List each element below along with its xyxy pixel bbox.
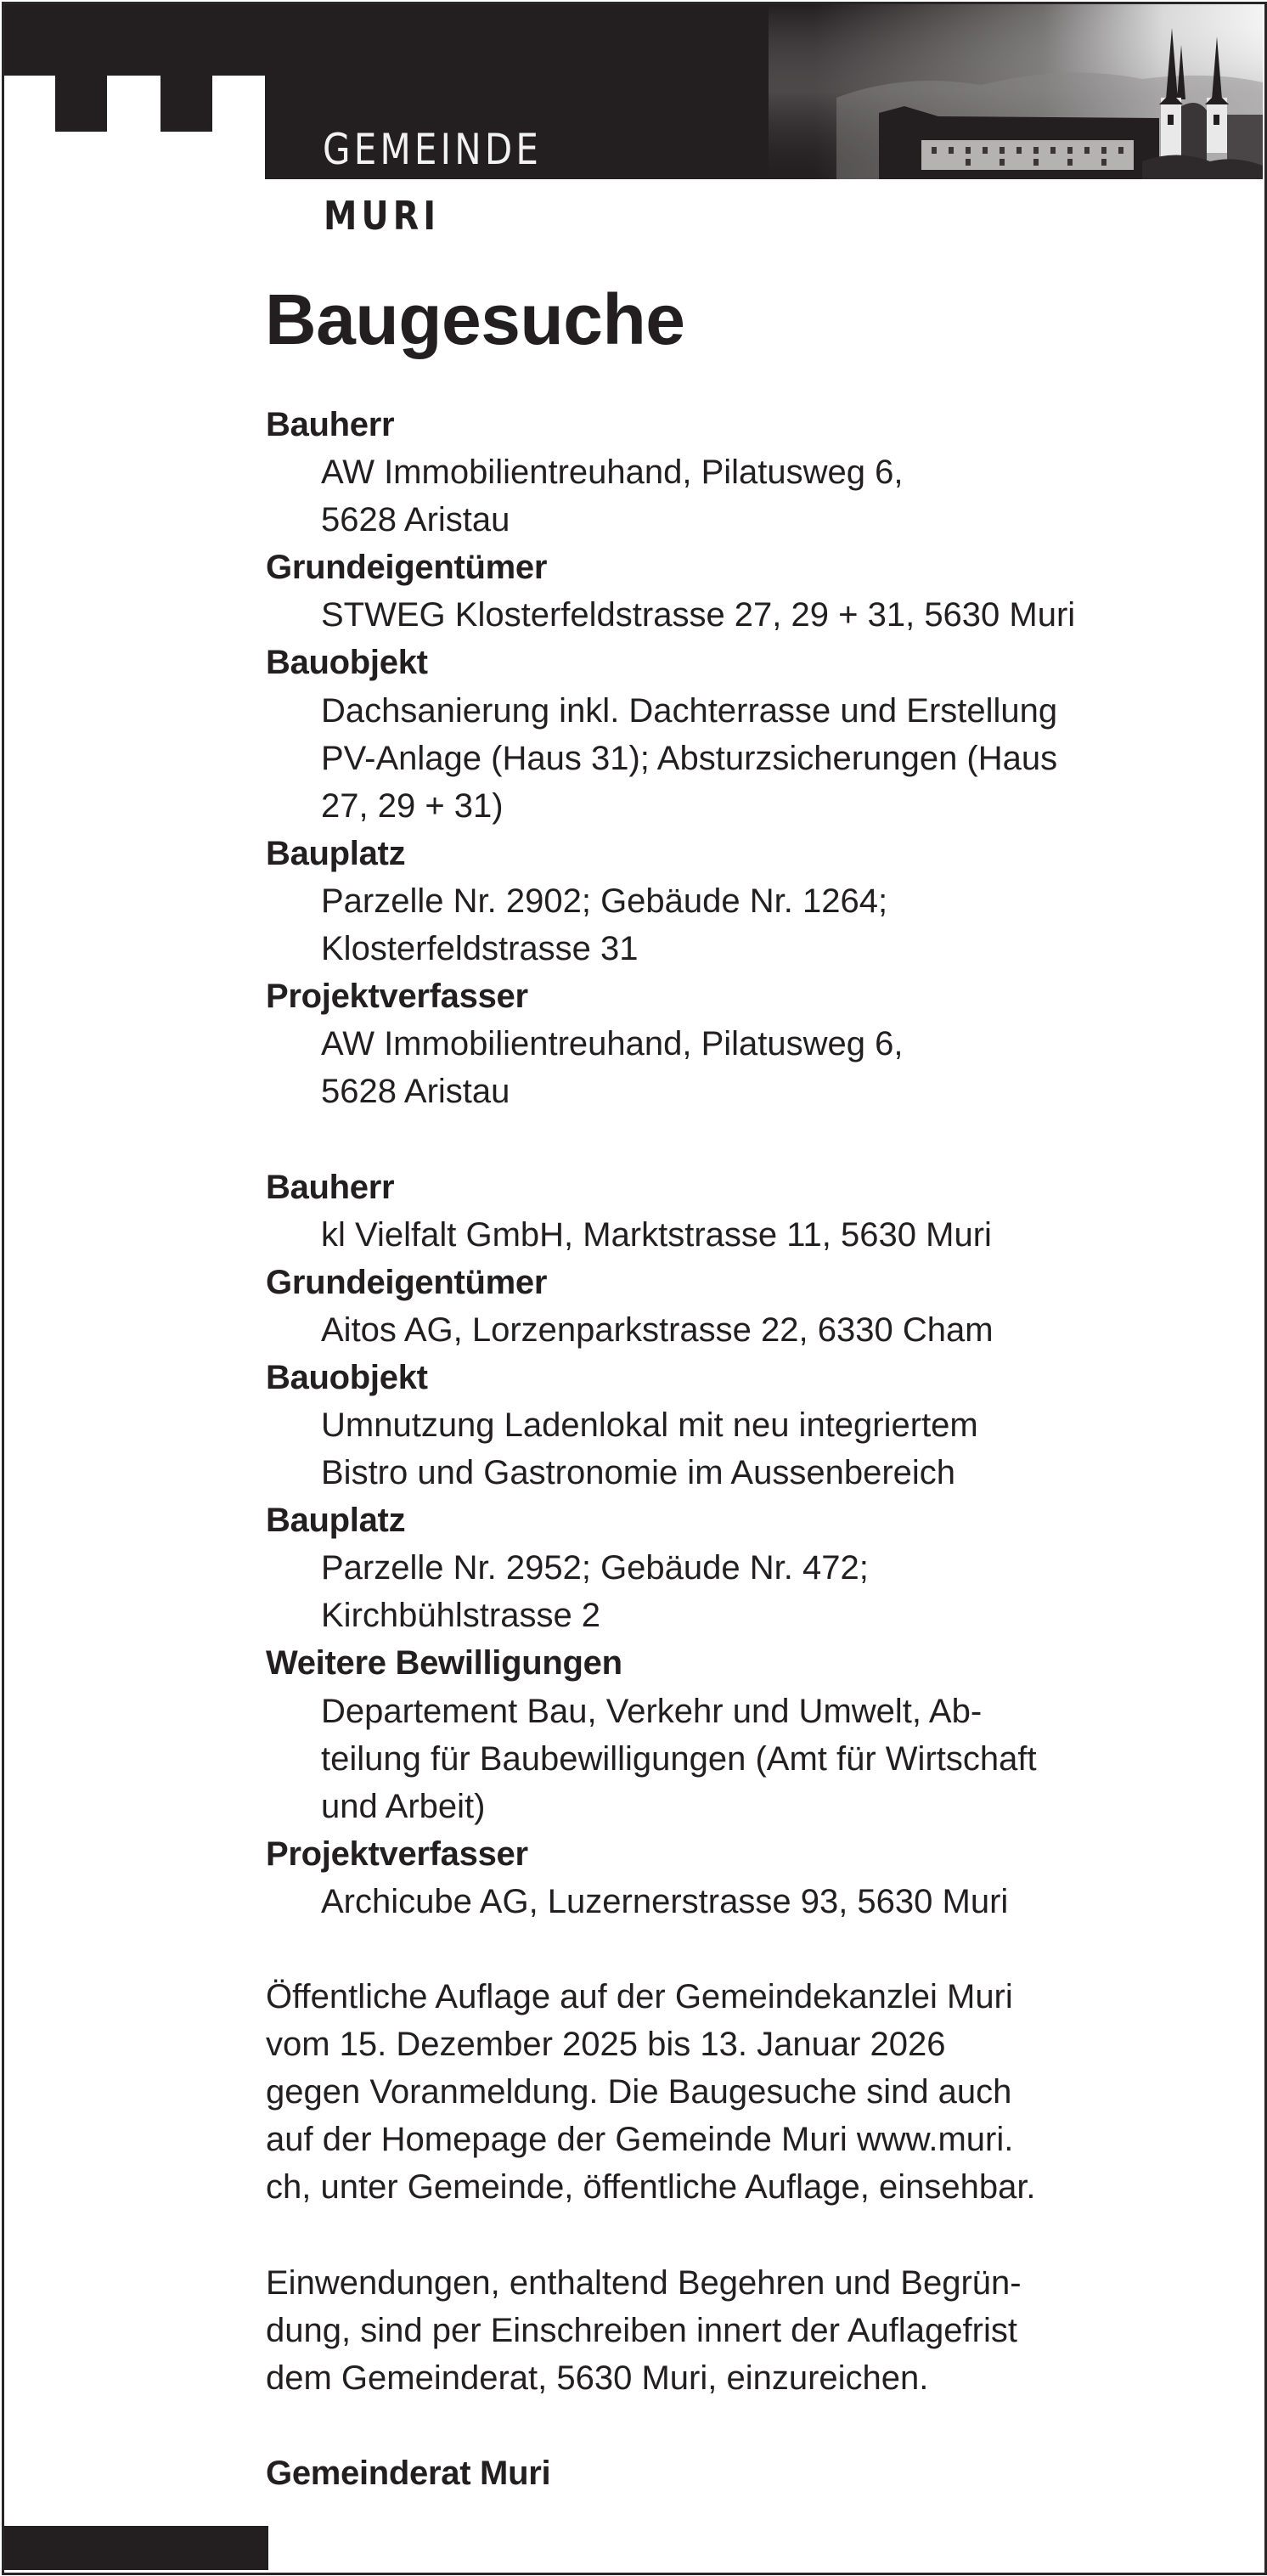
notice-line: Öffentliche Auflage auf der Gemeindekanzlei Muri [266, 1978, 1013, 2016]
notice-line: vom 15. Dezember 2025 bis 13. Januar 2026 [266, 2026, 946, 2064]
field-value-bauherr [266, 448, 1251, 544]
field-label-weitere-bewilligungen: Weitere Bewilligungen [266, 1644, 622, 1683]
field-value-bauplatz [266, 1544, 1251, 1639]
field-label-bauplatz: Bauplatz [266, 834, 406, 872]
public-display-notice [266, 1973, 1251, 2211]
signature: Gemeinderat Muri [266, 2455, 551, 2493]
field-value-bauherr [266, 1211, 1251, 1259]
field-value-weitere-bewilligungen [266, 1688, 1251, 1830]
field-label-projektverfasser: Projektverfasser [266, 978, 528, 1016]
field-value-grundeigentuemer [266, 591, 1251, 639]
value-line: Klosterfeldstrasse 31 [321, 930, 639, 968]
value-line: AW Immobilientreuhand, Pilatusweg 6, [321, 454, 904, 492]
value-line: 5628 Aristau [321, 501, 510, 539]
logo-text-gemeinde: GEMEINDE [323, 125, 543, 174]
value-line: Archicube AG, Luzernerstrasse 93, 5630 Muri [321, 1882, 1009, 1920]
value-line: AW Immobilientreuhand, Pilatusweg 6, [321, 1025, 904, 1063]
field-value-bauobjekt [266, 687, 1251, 830]
field-label-projektverfasser: Projektverfasser [266, 1835, 528, 1873]
field-label-grundeigentuemer: Grundeigentümer [266, 549, 548, 587]
field-label-grundeigentuemer: Grundeigentümer [266, 1263, 548, 1301]
notice-line: ch, unter Gemeinde, öffentliche Auflage, einsehbar. [266, 2168, 1036, 2207]
logo-text-muri: MURI [324, 193, 441, 239]
value-line: Umnutzung Ladenlokal mit neu integriertem [321, 1406, 978, 1444]
field-label-bauherr: Bauherr [266, 406, 395, 443]
page-title: Baugesuche [265, 279, 685, 359]
field-label-bauherr: Bauherr [266, 1168, 395, 1206]
objections-line: Einwendungen, enthaltend Begehren und Begrün- [266, 2263, 1022, 2302]
value-line: Kirchbühlstrasse 2 [321, 1597, 601, 1635]
field-value-bauobjekt [266, 1401, 1251, 1497]
application-2 [266, 1164, 1251, 1926]
notice-line: auf der Homepage der Gemeinde Muri www.muri. [266, 2121, 1014, 2159]
notice-content [266, 401, 1251, 2497]
value-line: Aitos AG, Lorzenparkstrasse 22, 6330 Cham [321, 1311, 994, 1349]
field-value-projektverfasser [266, 1878, 1251, 1925]
value-line: 27, 29 + 31) [321, 786, 504, 825]
field-label-bauplatz: Bauplatz [266, 1502, 406, 1540]
value-line: teilung für Baubewilligungen (Amt für Wirtschaft [321, 1739, 1037, 1778]
application-1 [266, 401, 1251, 1115]
objections-line: dem Gemeinderat, 5630 Muri, einzureichen. [266, 2359, 929, 2397]
objections-notice [266, 2259, 1251, 2402]
field-value-grundeigentuemer [266, 1306, 1251, 1354]
value-line: kl Vielfalt GmbH, Marktstrasse 11, 5630 Muri [321, 1215, 992, 1254]
value-line: Dachsanierung inkl. Dachterrasse und Erstellung [321, 691, 1058, 730]
muri-logo-graphic [4, 4, 1263, 183]
value-line: Parzelle Nr. 2952; Gebäude Nr. 472; [321, 1549, 869, 1587]
notice-line: gegen Voranmeldung. Die Baugesuche sind auch [266, 2073, 1012, 2111]
value-line: 5628 Aristau [321, 1073, 510, 1111]
value-line: Bistro und Gastronomie im Aussenbereich [321, 1454, 956, 1492]
value-line: PV-Anlage (Haus 31); Absturzsicherungen (Haus [321, 739, 1058, 777]
footer-decoration [4, 2526, 268, 2570]
objections-line: dung, sind per Einschreiben innert der Auflagefrist [266, 2311, 1017, 2349]
field-label-bauobjekt: Bauobjekt [266, 1358, 428, 1396]
value-line: und Arbeit) [321, 1787, 486, 1825]
value-line: Departement Bau, Verkehr und Umwelt, Ab- [321, 1692, 983, 1730]
field-value-projektverfasser [266, 1020, 1251, 1115]
value-line: Parzelle Nr. 2902; Gebäude Nr. 1264; [321, 882, 888, 920]
field-value-bauplatz [266, 877, 1251, 972]
header-banner [4, 4, 1263, 239]
value-line: STWEG Klosterfeldstrasse 27, 29 + 31, 5630 Muri [321, 596, 1076, 634]
field-label-bauobjekt: Bauobjekt [266, 644, 428, 682]
